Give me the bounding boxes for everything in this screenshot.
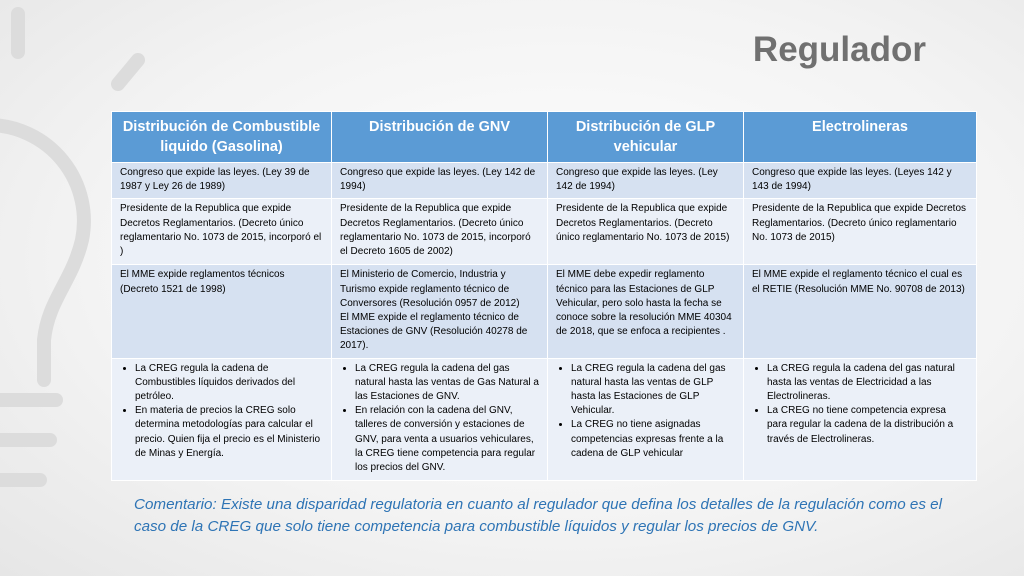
list-item: • La CREG regula la cadena del gas natural hasta las ventas de Electricidad a las Electrolineras. bbox=[767, 362, 968, 405]
slide-title: Regulador bbox=[752, 30, 926, 69]
header-gnv: Distribución de GNV bbox=[332, 112, 548, 163]
table-header-row bbox=[112, 112, 977, 163]
list-item: • La CREG regula la cadena del gas natural hasta las ventas de Gas Natural a las Estaciones de GNV. bbox=[355, 362, 539, 405]
table-cell: Congreso que expide las leyes. (Leyes 142 y 143 de 1994) bbox=[744, 163, 977, 199]
table-cell: El MME debe expedir reglamento técnico para las Estaciones de GLP Vehicular, pero solo hasta la fecha se conoce sobre la resolución MME 40304 de 2018, que se enfoca a recipientes . bbox=[548, 265, 744, 358]
table-cell bbox=[548, 358, 744, 480]
comment-text: Comentario: Existe una disparidad regulatoria en cuanto al regulador que defina los detalles de la regulación como es el caso de la CREG que solo tiene competencia para combustible líquidos y regular los precios de GNV. bbox=[134, 496, 942, 535]
regulation-table bbox=[111, 111, 977, 481]
bullet-list bbox=[120, 362, 323, 461]
table-cell bbox=[332, 265, 548, 358]
list-item: • La CREG no tiene competencia expresa para regular la cadena de la distribución a través de Electrolineras. bbox=[767, 404, 968, 447]
table-cell: Presidente de la Republica que expide Decretos Reglamentarios. (Decreto único reglamentario No. 1073 de 2015, incorporó el ) bbox=[112, 199, 332, 265]
table-cell bbox=[112, 358, 332, 480]
table-cell: Presidente de la Republica que expide Decretos Reglamentarios. (Decreto único reglamentario No. 1073 de 2015) bbox=[744, 199, 977, 265]
list-item: • La CREG regula la cadena del gas natural hasta las ventas de GLP hasta las Estaciones de GLP Vehicular. bbox=[571, 362, 735, 419]
table-cell bbox=[332, 358, 548, 480]
list-item: • En materia de precios la CREG solo determina metodologías para calcular el precio. Quien fija el precio es el Ministerio de Minas y Energía. bbox=[135, 404, 323, 461]
table-cell: Presidente de la Republica que expide Decretos Reglamentarios. (Decreto único reglamentario No. 1073 de 2015) bbox=[548, 199, 744, 265]
bullet-list bbox=[556, 362, 735, 461]
table-cell: Presidente de la Republica que expide Decretos Reglamentarios. (Decreto único reglamentario No. 1073 de 2015, incorporó el Decreto 1605 de 2002) bbox=[332, 199, 548, 265]
table-cell bbox=[744, 358, 977, 480]
table-row bbox=[112, 163, 977, 199]
header-electrolineras: Electrolineras bbox=[744, 112, 977, 163]
list-item: • La CREG regula la cadena de Combustibles líquidos derivados del petróleo. bbox=[135, 362, 323, 405]
list-item: • La CREG no tiene asignadas competencias expresas frente a la cadena de GLP vehicular bbox=[571, 418, 735, 461]
cell-line: El Ministerio de Comercio, Industria y Turismo expide reglamento técnico de Conversores (Resolución 0957 de 2012) El MME expide el reglamento técnico de Estaciones de GNV (Resolución 40278 de 2017). bbox=[340, 269, 528, 352]
bullet-list bbox=[340, 362, 539, 476]
table-row bbox=[112, 265, 977, 358]
table-cell: Congreso que expide las leyes. (Ley 142 de 1994) bbox=[548, 163, 744, 199]
table-cell: Congreso que expide las leyes. (Ley 39 de 1987 y Ley 26 de 1989) bbox=[112, 163, 332, 199]
header-gasolina: Distribución de Combustible liquido (Gasolina) bbox=[112, 112, 332, 163]
table-cell: El MME expide reglamentos técnicos (Decreto 1521 de 1998) bbox=[112, 265, 332, 358]
table-row bbox=[112, 199, 977, 265]
table-row bbox=[112, 358, 977, 480]
bullet-list bbox=[752, 362, 968, 447]
header-glp: Distribución de GLP vehicular bbox=[548, 112, 744, 163]
list-item: • En relación con la cadena del GNV, talleres de conversión y estaciones de GNV, para venta a usuarios vehiculares, la CREG tiene competencia para regular los precios del GNV. bbox=[355, 404, 539, 475]
table-cell: El MME expide el reglamento técnico el cual es el RETIE (Resolución MME No. 90708 de 2013) bbox=[744, 265, 977, 358]
table-cell: Congreso que expide las leyes. (Ley 142 de 1994) bbox=[332, 163, 548, 199]
